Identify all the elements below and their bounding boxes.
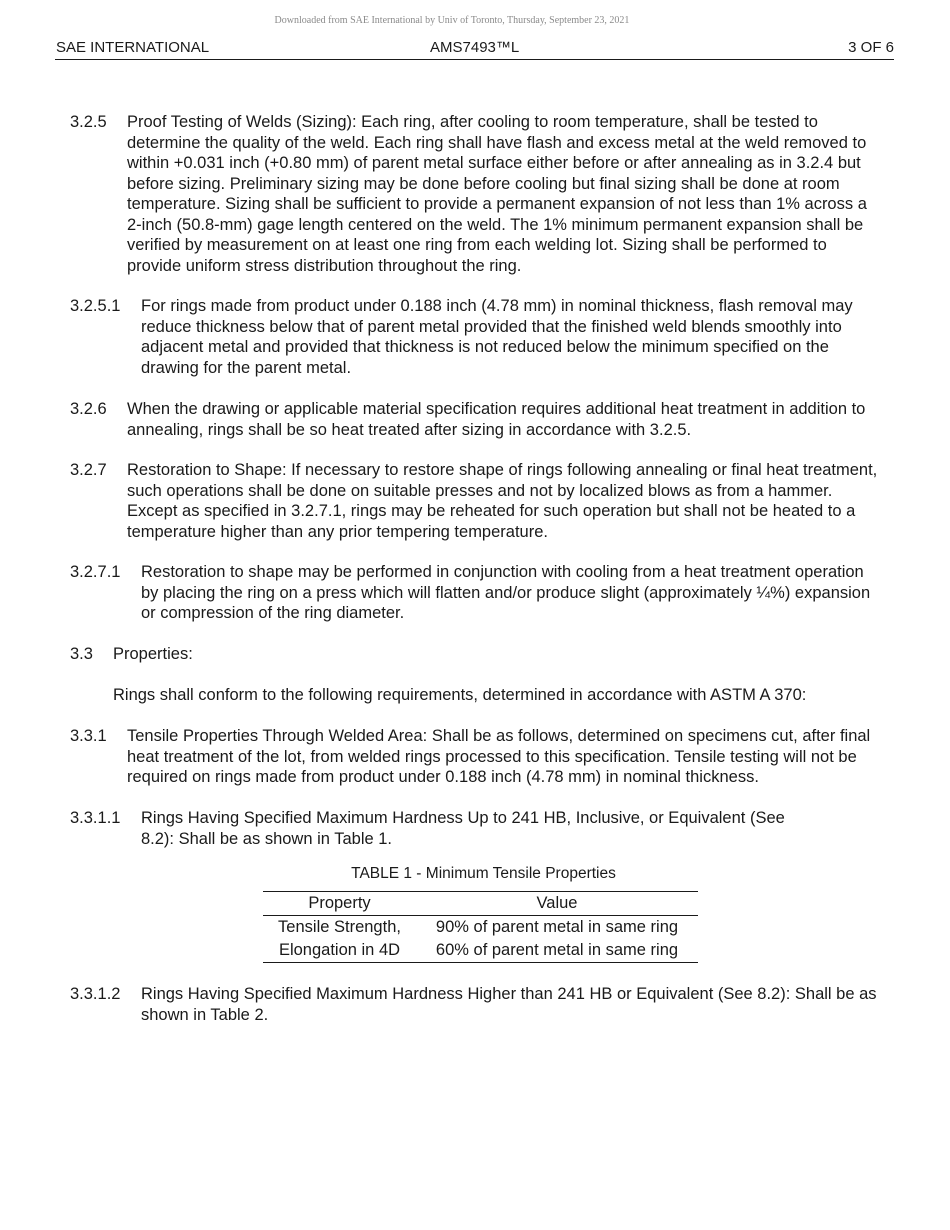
header-page-number: 3 OF 6 xyxy=(848,39,894,56)
section-text: Rings Having Specified Maximum Hardness Up to 241 HB, Inclusive, or Equivalent (See 8.2): Shall be as shown in Table 1. xyxy=(141,809,785,848)
column-header-value: Value xyxy=(536,894,578,912)
table-cell-value: 60% of parent metal in same ring xyxy=(435,941,679,959)
section-number: 3.2.7.1 xyxy=(70,563,121,581)
section-3-2-5-1 xyxy=(70,296,880,378)
section-3-3-1-2 xyxy=(70,984,880,1025)
section-number: 3.2.6 xyxy=(70,400,107,418)
table-cell-value: 90% of parent metal in same ring xyxy=(435,918,679,936)
section-number: 3.3 xyxy=(70,645,93,663)
section-number: 3.3.1 xyxy=(70,727,107,745)
table-row xyxy=(263,939,698,963)
section-text: Tensile Properties Through Welded Area: Shall be as follows, determined on specimens cut, after final heat treatment of the lot, from welded rings processed to this specification. Tensile testing will not be required on rings made from product under 0.188 inch (4.78 mm) in nominal thickness. xyxy=(127,727,871,786)
table-cell-property: Elongation in 4D xyxy=(278,941,401,959)
section-text: For rings made from product under 0.188 inch (4.78 mm) in nominal thickness, flash removal may reduce thickness below that of parent metal provided that the finished weld blends smoothly into adjacent metal and provided that thickness is not reduced below the minimum specified on the drawing for the parent metal. xyxy=(141,297,853,377)
section-3-2-7 xyxy=(70,460,880,542)
section-number: 3.2.7 xyxy=(70,461,107,479)
table-title: TABLE 1 - Minimum Tensile Properties xyxy=(351,865,616,882)
section-3-2-6 xyxy=(70,399,880,440)
table-header-row xyxy=(263,892,698,916)
section-text: Rings shall conform to the following requirements, determined in accordance with ASTM A 370: xyxy=(113,686,807,704)
section-3-3-intro xyxy=(70,685,880,706)
section-number: 3.3.1.1 xyxy=(70,809,121,827)
section-text: Rings Having Specified Maximum Hardness Higher than 241 HB or Equivalent (See 8.2): Shall be as shown in Table 2. xyxy=(141,985,877,1024)
table-1 xyxy=(263,865,698,963)
table-row xyxy=(263,916,698,940)
section-number: 3.2.5 xyxy=(70,113,107,131)
section-3-2-5 xyxy=(70,112,880,276)
download-note: Downloaded from SAE International by Univ of Toronto, Thursday, September 23, 2021 xyxy=(274,15,630,26)
section-3-2-7-1 xyxy=(70,562,880,624)
section-text: Properties: xyxy=(113,645,193,663)
table-cell-property: Tensile Strength, xyxy=(278,918,401,936)
section-text: When the drawing or applicable material specification requires additional heat treatment in addition to annealing, rings shall be so heat treated after sizing in accordance with 3.2.5. xyxy=(127,400,866,439)
section-number: 3.2.5.1 xyxy=(70,297,121,315)
section-text: Restoration to Shape: If necessary to restore shape of rings following annealing or final heat treatment, such operations shall be done on suitable presses and not by localized blows as from a hammer. Except as specified in 3.2.7.1, rings may be reheated for such operation but shall not be heated to a temperature higher than any prior tempering temperature. xyxy=(127,461,878,541)
column-header-property: Property xyxy=(308,894,371,912)
tensile-properties-table xyxy=(263,891,698,963)
section-text: Restoration to shape may be performed in conjunction with cooling from a heat treatment operation by placing the ring on a press which will flatten and/or produce slight (approximately ¼%) expansion or compression of the ring diameter. xyxy=(141,563,871,622)
section-text: Proof Testing of Welds (Sizing): Each ring, after cooling to room temperature, shall be tested to determine the quality of the weld. Each ring shall have flash and excess metal at the weld removed to within +0.031 inch (+0.80 mm) of parent metal surface either before or after annealing as in 3.2.4 but before sizing. Preliminary sizing may be done before cooling but final sizing shall be done at room temperature. Sizing shall be sufficient to provide a permanent expansion of not less than 1% across a 2-inch (50.8-mm) gage length centered on the weld. The 1% minimum permanent expansion shall be verified by measurement on at least one ring from each welding lot. Sizing shall be performed to provide uniform stress distribution throughout the ring. xyxy=(127,113,867,275)
header-document-id: AMS7493™L xyxy=(430,39,520,56)
section-3-3-1-1 xyxy=(70,808,790,849)
page-header xyxy=(55,38,894,60)
section-3-3 xyxy=(70,644,880,665)
header-organization: SAE INTERNATIONAL xyxy=(56,39,210,56)
section-number: 3.3.1.2 xyxy=(70,985,121,1003)
section-3-3-1 xyxy=(70,726,880,788)
